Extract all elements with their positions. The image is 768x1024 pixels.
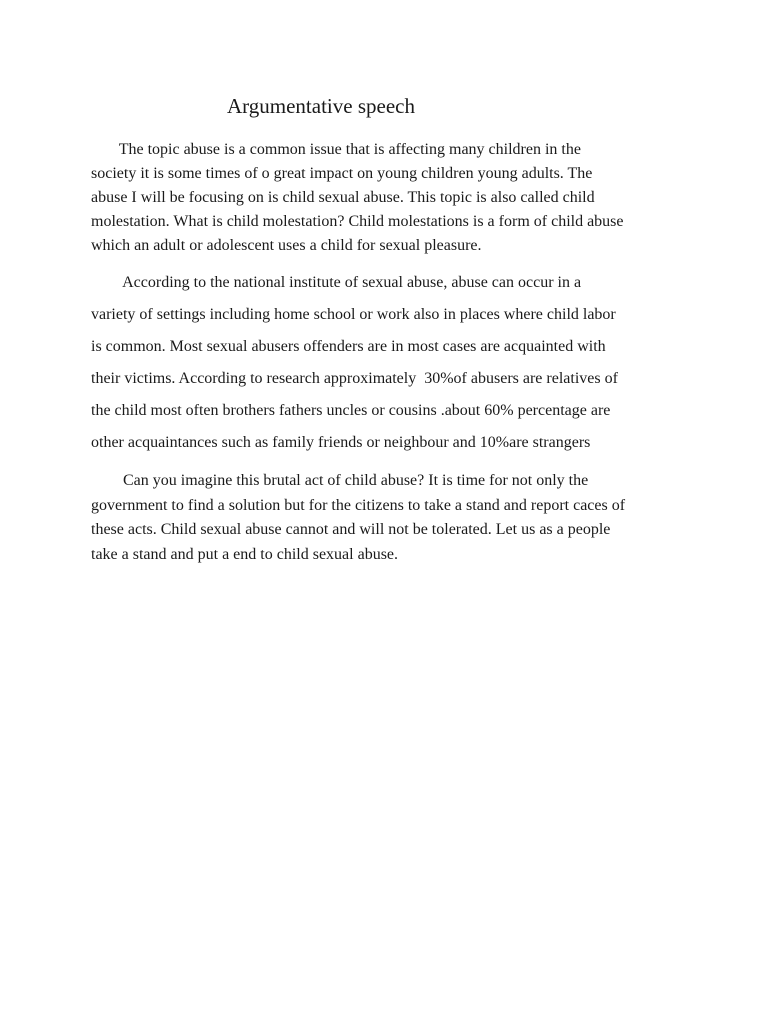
paragraph-2-line: is common. Most sexual abusers offenders are in most cases are acquainted with xyxy=(91,338,606,355)
paragraph-2-line: variety of settings including home school or work also in places where child labor xyxy=(91,306,616,323)
paragraph-1-line: molestation. What is child molestation? Child molestations is a form of child abuse xyxy=(91,213,624,230)
paragraph-3-line: take a stand and put a end to child sexual abuse. xyxy=(91,545,399,563)
paragraph-2 xyxy=(91,267,691,459)
paragraph-3 xyxy=(91,469,691,567)
document-title: Argumentative speech xyxy=(227,94,415,118)
paragraph-1-line: which an adult or adolescent uses a child for sexual pleasure. xyxy=(91,237,482,254)
paragraph-3-line: Can you imagine this brutal act of child abuse? It is time for not only the xyxy=(91,472,589,489)
paragraph-1 xyxy=(91,138,691,258)
paragraph-1-line: society it is some times of o great impact on young children young adults. The xyxy=(91,165,593,182)
paragraph-2-line: According to the national institute of sexual abuse, abuse can occur in a xyxy=(91,274,582,291)
paragraph-3-line: government to find a solution but for the citizens to take a stand and report caces of xyxy=(91,496,626,514)
paragraph-3-line: these acts. Child sexual abuse cannot and will not be tolerated. Let us as a people xyxy=(91,521,611,538)
paragraph-2-line: the child most often brothers fathers uncles or cousins .about 60% percentage are xyxy=(91,402,611,419)
paragraph-1-line: abuse I will be focusing on is child sexual abuse. This topic is also called child xyxy=(91,189,595,206)
paragraph-2-line: other acquaintances such as family friends or neighbour and 10%are strangers xyxy=(91,434,591,451)
paragraph-2-line: their victims. According to research approximately 30%of abusers are relatives of xyxy=(91,370,618,387)
paragraph-1-line: The topic abuse is a common issue that is affecting many children in the xyxy=(91,141,581,158)
